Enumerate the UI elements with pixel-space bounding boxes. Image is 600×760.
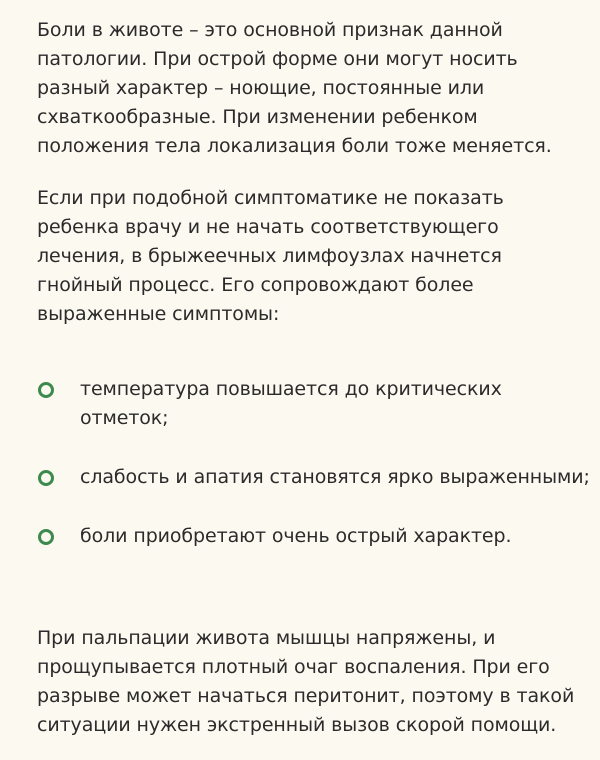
list-item-text: боли приобретают очень острый характер. [80, 525, 512, 547]
paragraph-pain-description: Боли в животе – это основной признак данной патологии. При острой форме они могут носить разный характер – ноющие, постоянные или схваткообразные. При изменении ребенком положения тела локализация боли тоже меняется. [37, 19, 552, 157]
list-item [37, 522, 592, 551]
circle-bullet-icon [38, 529, 54, 545]
circle-bullet-icon [38, 470, 54, 486]
paragraph-complications-intro: Если при подобной симптоматике не показать ребенка врачу и не начать соответствующего лечения, в брыжеечных лимфоузлах начнется гнойный процесс. Его сопровождают более выраженные симптомы: [37, 187, 504, 325]
list-item [37, 375, 592, 433]
list-item [37, 463, 592, 492]
symptoms-list [37, 375, 592, 551]
circle-bullet-icon [38, 382, 54, 398]
paragraph-palpation: При пальпации живота мышцы напряжены, и прощупывается плотный очаг воспаления. При его разрыве может начаться перитонит, поэтому в такой ситуации нужен экстренный вызов скорой помощи. [37, 627, 575, 736]
list-item-text: слабость и апатия становятся ярко выраженными; [80, 466, 590, 488]
list-item-text: температура повышается до критических отметок; [80, 378, 502, 429]
